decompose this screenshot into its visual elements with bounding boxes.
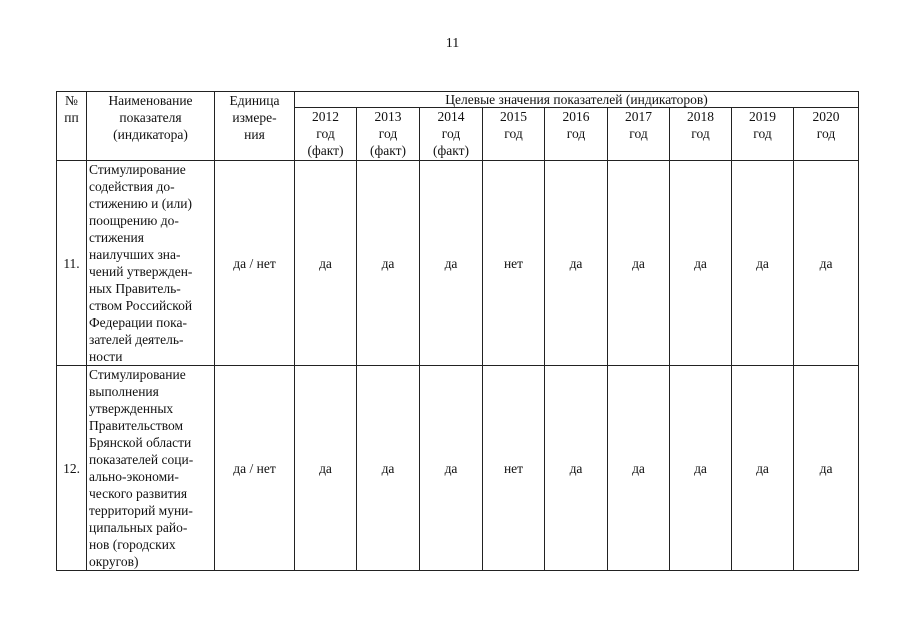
row-number: 11. — [57, 161, 87, 366]
value-cell: да — [420, 366, 483, 571]
text-line: № — [65, 93, 78, 108]
text-line: ально-экономи- — [89, 469, 179, 484]
header-year — [608, 108, 670, 161]
text-line: год — [566, 126, 586, 141]
text-line: 2017 — [625, 109, 652, 124]
indicators-table — [56, 91, 859, 571]
text-line: год — [691, 126, 710, 141]
value-cell: да — [545, 366, 608, 571]
text-line: стижению и (или) — [89, 196, 192, 211]
text-line: год — [504, 126, 523, 141]
text-line: Стимулирование — [89, 367, 186, 382]
text-line: содействия до- — [89, 179, 175, 194]
unit-cell: да / нет — [215, 161, 295, 366]
text-line: Наименование — [108, 93, 193, 108]
text-line: год — [816, 126, 836, 141]
text-line: (индикатора) — [113, 127, 188, 142]
text-line: ности — [89, 349, 123, 364]
text-line: ством Российской — [89, 298, 193, 313]
value-cell: нет — [483, 161, 545, 366]
text-line: наилучших зна- — [89, 247, 181, 262]
text-line: Единица — [229, 93, 280, 108]
header-year — [670, 108, 732, 161]
header-year — [420, 108, 483, 161]
text-line: пп — [64, 110, 79, 125]
value-cell: да — [295, 161, 357, 366]
text-line: год — [441, 126, 461, 141]
text-line: (факт) — [307, 143, 344, 158]
text-line: 2013 — [374, 109, 402, 124]
indicator-name — [87, 161, 215, 366]
text-line: выполнения — [89, 384, 159, 399]
indicator-name — [87, 366, 215, 571]
value-cell: да — [794, 366, 859, 571]
header-row-top — [57, 92, 859, 108]
text-line: показателей соци- — [89, 452, 194, 467]
text-line: 2016 — [562, 109, 590, 124]
text-line: год — [629, 126, 648, 141]
text-line: 2020 — [812, 109, 840, 124]
unit-cell: да / нет — [215, 366, 295, 571]
header-num — [57, 92, 87, 161]
text-line: Стимулирование — [89, 162, 186, 177]
value-cell: да — [732, 161, 794, 366]
row-number: 12. — [57, 366, 87, 571]
table-row — [57, 366, 859, 571]
text-line: нов (городских — [89, 537, 176, 552]
value-cell: да — [608, 366, 670, 571]
value-cell: нет — [483, 366, 545, 571]
text-line: 2018 — [687, 109, 714, 124]
table-row — [57, 161, 859, 366]
header-year — [357, 108, 420, 161]
value-cell: да — [670, 366, 732, 571]
header-year — [295, 108, 357, 161]
text-line: территорий муни- — [89, 503, 193, 518]
text-line: Брянской области — [89, 435, 192, 450]
text-line: поощрению до- — [89, 213, 179, 228]
text-line: округов) — [89, 554, 139, 569]
header-year — [794, 108, 859, 161]
header-target-values: Целевые значения показателей (индикаторов) — [295, 92, 859, 108]
text-line: 2019 — [749, 109, 776, 124]
text-line: 2015 — [500, 109, 527, 124]
page-number: 11 — [445, 36, 460, 51]
text-line: Федерации пока- — [89, 315, 187, 330]
text-line: год — [753, 126, 772, 141]
text-line: ния — [244, 127, 265, 142]
text-line: стижения — [89, 230, 144, 245]
value-cell: да — [732, 366, 794, 571]
header-name — [87, 92, 215, 161]
text-line: ных Правитель- — [89, 281, 181, 296]
header-year — [732, 108, 794, 161]
value-cell: да — [357, 161, 420, 366]
text-line: измере- — [232, 110, 277, 125]
text-line: зателей деятель- — [89, 332, 184, 347]
header-year — [545, 108, 608, 161]
text-line: утвержденных — [89, 401, 174, 416]
value-cell: да — [295, 366, 357, 571]
text-line: год — [378, 126, 398, 141]
text-line: (факт) — [432, 143, 469, 158]
value-cell: да — [420, 161, 483, 366]
text-line: ципальных райо- — [89, 520, 188, 535]
value-cell: да — [545, 161, 608, 366]
header-unit — [215, 92, 295, 161]
text-line: 2012 — [312, 109, 339, 124]
value-cell: да — [357, 366, 420, 571]
text-line: (факт) — [369, 143, 406, 158]
text-line: ческого развития — [89, 486, 188, 501]
text-line: показателя — [119, 110, 182, 125]
text-line: чений утвержден- — [89, 264, 193, 279]
text-line: год — [316, 126, 335, 141]
value-cell: да — [794, 161, 859, 366]
value-cell: да — [670, 161, 732, 366]
text-line: Правительством — [89, 418, 184, 433]
text-line: 2014 — [437, 109, 465, 124]
header-year — [483, 108, 545, 161]
value-cell: да — [608, 161, 670, 366]
